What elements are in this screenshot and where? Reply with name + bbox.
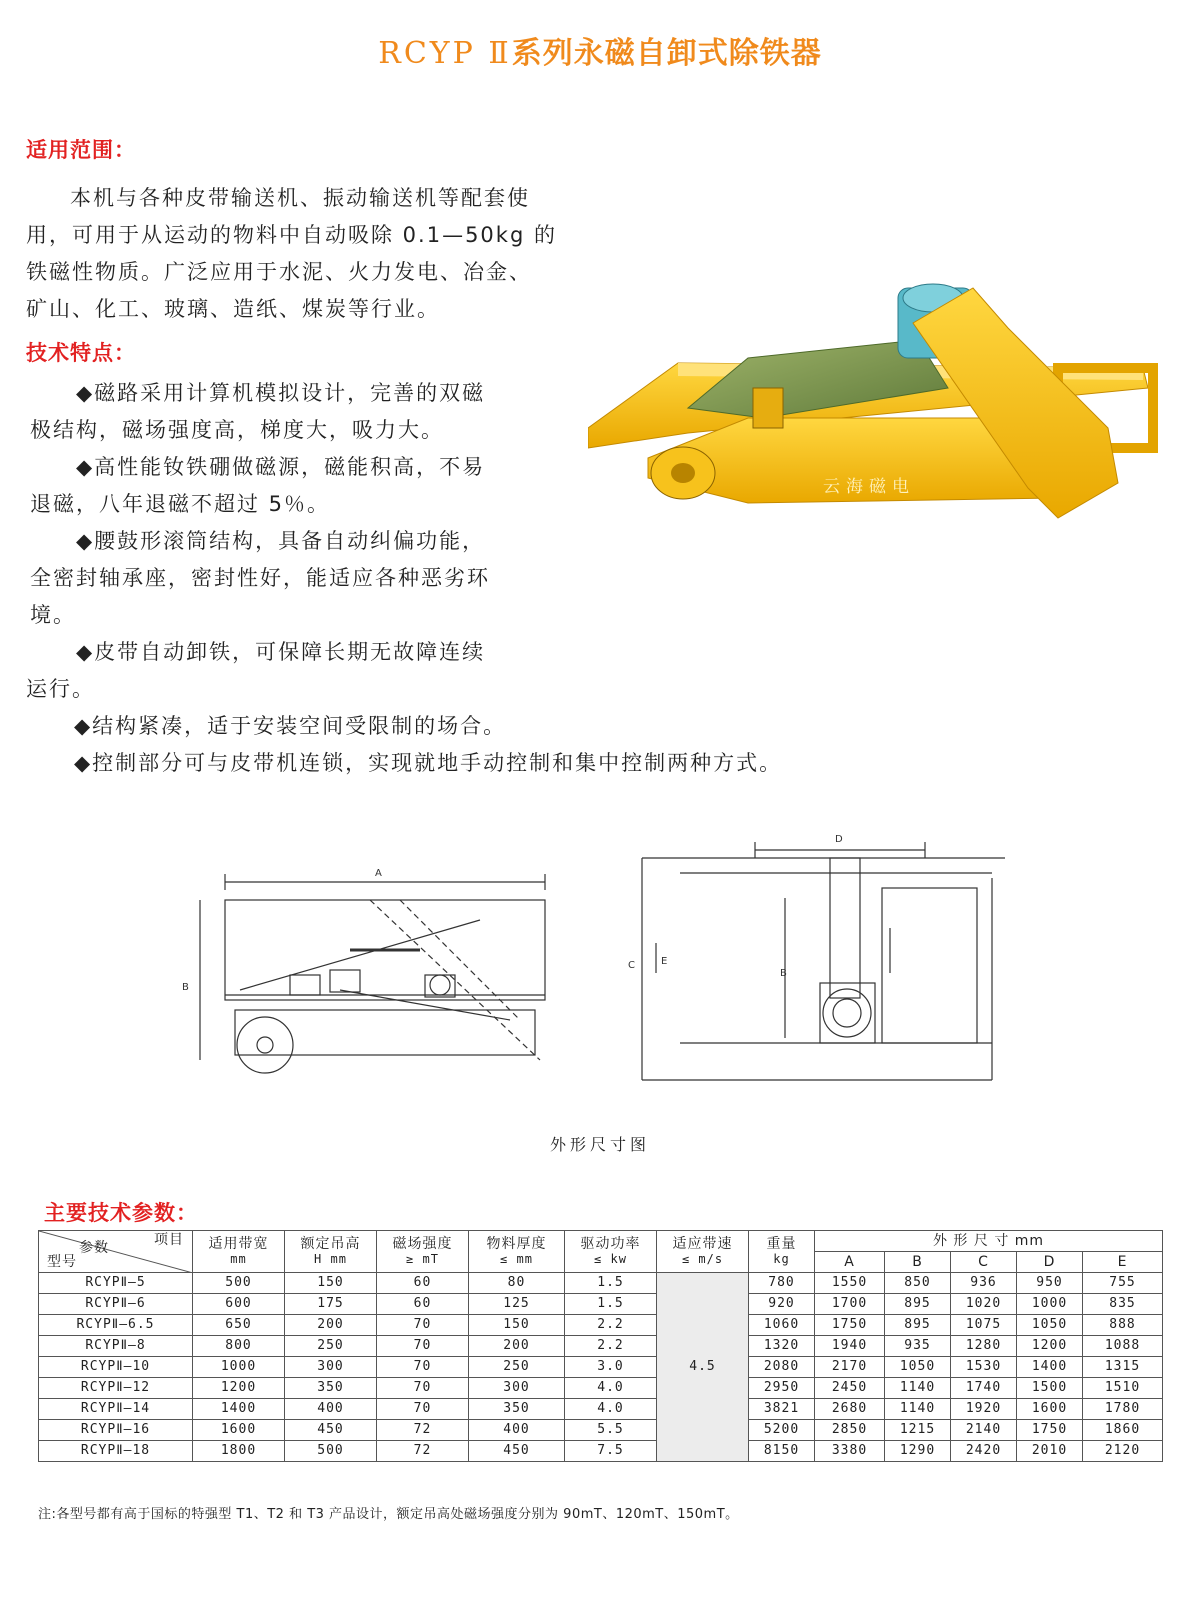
table-cell: 780 xyxy=(749,1273,815,1294)
table-cell: 895 xyxy=(885,1315,951,1336)
table-cell: RCYPⅡ—5 xyxy=(39,1273,193,1294)
feature-line: 退磁，八年退磁不超过 5％。 xyxy=(30,492,331,516)
table-cell: 600 xyxy=(193,1294,285,1315)
column-header xyxy=(377,1231,469,1273)
table-cell: 1075 xyxy=(951,1315,1017,1336)
table-cell: RCYPⅡ—6 xyxy=(39,1294,193,1315)
specs-table-body xyxy=(39,1273,1163,1462)
table-cell: 650 xyxy=(193,1315,285,1336)
column-header xyxy=(193,1231,285,1273)
dim-label-a: A xyxy=(375,868,382,879)
table-cell: 1530 xyxy=(951,1357,1017,1378)
table-cell: 450 xyxy=(469,1441,565,1462)
table-cell: 500 xyxy=(193,1273,285,1294)
table-cell: 755 xyxy=(1083,1273,1163,1294)
table-cell: 350 xyxy=(285,1378,377,1399)
feature-line: 全密封轴承座，密封性好，能适应各种恶劣环 xyxy=(30,566,490,590)
table-cell: 5200 xyxy=(749,1420,815,1441)
table-row xyxy=(39,1273,1163,1294)
page-title xyxy=(0,28,1200,72)
scope-line: 用，可用于从运动的物料中自动吸除 0.1—50kg 的 xyxy=(26,223,557,247)
table-cell: 1860 xyxy=(1083,1420,1163,1441)
table-cell: 2170 xyxy=(815,1357,885,1378)
table-cell: 2.2 xyxy=(565,1336,657,1357)
table-cell: 250 xyxy=(469,1357,565,1378)
table-cell: 72 xyxy=(377,1441,469,1462)
table-cell: 300 xyxy=(469,1378,565,1399)
table-cell: 1020 xyxy=(951,1294,1017,1315)
table-cell: 60 xyxy=(377,1294,469,1315)
table-cell: 1320 xyxy=(749,1336,815,1357)
dim-label-e: E xyxy=(661,956,668,967)
end-view-drawing xyxy=(620,828,1010,1086)
column-header xyxy=(469,1231,565,1273)
column-header xyxy=(285,1231,377,1273)
dim-label-b-end: B xyxy=(780,968,787,979)
table-row xyxy=(39,1399,1163,1420)
table-cell: 3821 xyxy=(749,1399,815,1420)
table-cell: 450 xyxy=(285,1420,377,1441)
table-cell: 1.5 xyxy=(565,1294,657,1315)
table-cell: 1140 xyxy=(885,1399,951,1420)
dim-label-d: D xyxy=(835,834,843,845)
table-cell: RCYPⅡ—14 xyxy=(39,1399,193,1420)
dim-label-c: C xyxy=(628,960,635,971)
column-unit: ≥ mT xyxy=(406,1251,439,1266)
column-unit: mm xyxy=(230,1251,247,1266)
feature-line: 极结构，磁场强度高，梯度大，吸力大。 xyxy=(30,418,444,442)
dim-header-e: E xyxy=(1083,1252,1163,1273)
table-cell: 7.5 xyxy=(565,1441,657,1462)
table-cell: 70 xyxy=(377,1378,469,1399)
table-cell: 1510 xyxy=(1083,1378,1163,1399)
feature-line: ◆控制部分可与皮带机连锁，实现就地手动控制和集中控制两种方式。 xyxy=(74,751,783,775)
dim-header-b: B xyxy=(885,1252,951,1273)
brand-text: 云海磁电 xyxy=(823,477,915,497)
table-cell: 1000 xyxy=(1017,1294,1083,1315)
feature-line: 运行。 xyxy=(26,677,95,701)
column-unit: ≤ mm xyxy=(500,1251,533,1266)
title-prefix: RCYP Ⅱ xyxy=(378,36,512,71)
table-row xyxy=(39,1294,1163,1315)
table-cell: 1940 xyxy=(815,1336,885,1357)
column-label: 重量 xyxy=(766,1235,797,1252)
table-cell: 2080 xyxy=(749,1357,815,1378)
table-cell: 150 xyxy=(285,1273,377,1294)
feature-line: ◆结构紧凑，适于安装空间受限制的场合。 xyxy=(74,714,507,738)
table-cell: 60 xyxy=(377,1273,469,1294)
column-unit: ≤ m/s xyxy=(681,1251,724,1266)
table-cell: 835 xyxy=(1083,1294,1163,1315)
table-cell: 80 xyxy=(469,1273,565,1294)
table-cell: 2.2 xyxy=(565,1315,657,1336)
table-cell: 2680 xyxy=(815,1399,885,1420)
speed-cell: 4.5 xyxy=(657,1273,749,1462)
dim-header-c: C xyxy=(951,1252,1017,1273)
table-cell: 935 xyxy=(885,1336,951,1357)
scope-line: 铁磁性物质。广泛应用于水泥、火力发电、冶金、 xyxy=(26,260,532,284)
column-unit: kg xyxy=(773,1251,790,1266)
table-cell: 500 xyxy=(285,1441,377,1462)
table-cell: 300 xyxy=(285,1357,377,1378)
table-cell: 70 xyxy=(377,1357,469,1378)
table-cell: RCYPⅡ—18 xyxy=(39,1441,193,1462)
table-cell: 895 xyxy=(885,1294,951,1315)
side-view-drawing xyxy=(180,860,560,1080)
scope-heading: 适用范围： xyxy=(26,138,136,162)
table-cell: 350 xyxy=(469,1399,565,1420)
column-label: 驱动功率 xyxy=(580,1235,641,1252)
table-cell: 950 xyxy=(1017,1273,1083,1294)
table-cell: 1750 xyxy=(815,1315,885,1336)
feature-line: ◆皮带自动卸铁，可保障长期无故障连续 xyxy=(76,640,486,664)
feature-line: ◆高性能钕铁硼做磁源，磁能积高，不易 xyxy=(76,455,486,479)
table-cell: 888 xyxy=(1083,1315,1163,1336)
table-cell: 1200 xyxy=(1017,1336,1083,1357)
table-cell: 72 xyxy=(377,1420,469,1441)
table-cell: RCYPⅡ—12 xyxy=(39,1378,193,1399)
table-cell: 1315 xyxy=(1083,1357,1163,1378)
table-cell: 400 xyxy=(285,1399,377,1420)
table-cell: 400 xyxy=(469,1420,565,1441)
table-row xyxy=(39,1441,1163,1462)
table-cell: 4.0 xyxy=(565,1399,657,1420)
table-cell: 1700 xyxy=(815,1294,885,1315)
table-cell: 5.5 xyxy=(565,1420,657,1441)
table-row xyxy=(39,1357,1163,1378)
table-cell: RCYPⅡ—8 xyxy=(39,1336,193,1357)
table-cell: 1088 xyxy=(1083,1336,1163,1357)
table-cell: 1200 xyxy=(193,1378,285,1399)
table-cell: 2120 xyxy=(1083,1441,1163,1462)
feature-line: ◆磁路采用计算机模拟设计，完善的双磁 xyxy=(76,381,486,405)
feature-line: 境。 xyxy=(30,603,76,627)
table-cell: 1550 xyxy=(815,1273,885,1294)
specs-table xyxy=(38,1230,1163,1462)
table-cell: 1740 xyxy=(951,1378,1017,1399)
table-cell: 125 xyxy=(469,1294,565,1315)
table-cell: 4.0 xyxy=(565,1378,657,1399)
table-cell: 1050 xyxy=(1017,1315,1083,1336)
column-label: 适用带宽 xyxy=(208,1235,269,1252)
corner-param: 参数 xyxy=(79,1240,109,1256)
table-cell: 850 xyxy=(885,1273,951,1294)
table-cell: 1.5 xyxy=(565,1273,657,1294)
table-cell: 1280 xyxy=(951,1336,1017,1357)
table-cell: 1600 xyxy=(193,1420,285,1441)
table-cell: 250 xyxy=(285,1336,377,1357)
table-cell: 1215 xyxy=(885,1420,951,1441)
table-cell: 1400 xyxy=(1017,1357,1083,1378)
dims-header: 外 形 尺 寸 mm xyxy=(815,1231,1163,1252)
corner-item: 项目 xyxy=(154,1232,184,1248)
features-heading: 技术特点： xyxy=(26,341,136,365)
table-cell: 1920 xyxy=(951,1399,1017,1420)
dim-header-a: A xyxy=(815,1252,885,1273)
table-cell: 1060 xyxy=(749,1315,815,1336)
column-header xyxy=(749,1231,815,1273)
column-unit: ≤ kw xyxy=(594,1251,627,1266)
table-cell: 200 xyxy=(469,1336,565,1357)
column-label: 物料厚度 xyxy=(486,1235,547,1252)
column-header xyxy=(565,1231,657,1273)
table-cell: 1780 xyxy=(1083,1399,1163,1420)
table-cell: 70 xyxy=(377,1315,469,1336)
table-cell: 3380 xyxy=(815,1441,885,1462)
scope-line: 本机与各种皮带输送机、振动输送机等配套使 xyxy=(70,186,530,210)
table-cell: 1500 xyxy=(1017,1378,1083,1399)
table-cell: 70 xyxy=(377,1399,469,1420)
scope-line: 矿山、化工、玻璃、造纸、煤炭等行业。 xyxy=(26,297,440,321)
column-header xyxy=(657,1231,749,1273)
title-main: 系列永磁自卸式除铁器 xyxy=(511,36,822,71)
table-cell: 1290 xyxy=(885,1441,951,1462)
table-cell: 800 xyxy=(193,1336,285,1357)
table-cell: 175 xyxy=(285,1294,377,1315)
table-cell: 3.0 xyxy=(565,1357,657,1378)
table-cell: 1800 xyxy=(193,1441,285,1462)
column-label: 额定吊高 xyxy=(300,1235,361,1252)
corner-model: 型号 xyxy=(47,1254,77,1270)
table-cell: 200 xyxy=(285,1315,377,1336)
table-cell: 1050 xyxy=(885,1357,951,1378)
table-cell: RCYPⅡ—10 xyxy=(39,1357,193,1378)
specs-heading: 主要技术参数： xyxy=(44,1201,198,1225)
table-cell: 2850 xyxy=(815,1420,885,1441)
column-label: 磁场强度 xyxy=(392,1235,453,1252)
table-cell: 1600 xyxy=(1017,1399,1083,1420)
table-cell: 8150 xyxy=(749,1441,815,1462)
dim-header-d: D xyxy=(1017,1252,1083,1273)
scope-text xyxy=(26,180,586,328)
feature-line: ◆腰鼓形滚筒结构，具备自动纠偏功能， xyxy=(76,529,486,553)
table-cell: 920 xyxy=(749,1294,815,1315)
table-cell: 2950 xyxy=(749,1378,815,1399)
table-cell: 2420 xyxy=(951,1441,1017,1462)
table-cell: RCYPⅡ—16 xyxy=(39,1420,193,1441)
corner-header-cell xyxy=(39,1231,193,1273)
table-cell: 936 xyxy=(951,1273,1017,1294)
table-row xyxy=(39,1315,1163,1336)
table-row xyxy=(39,1420,1163,1441)
table-cell: 2450 xyxy=(815,1378,885,1399)
table-cell: RCYPⅡ—6.5 xyxy=(39,1315,193,1336)
column-label: 适应带速 xyxy=(672,1235,733,1252)
table-cell: 1000 xyxy=(193,1357,285,1378)
table-row xyxy=(39,1378,1163,1399)
table-cell: 2140 xyxy=(951,1420,1017,1441)
footnote: 注:各型号都有高于国标的特强型 T1、T2 和 T3 产品设计，额定吊高处磁场强度分别为 90mT、120mT、150mT。 xyxy=(38,1507,739,1522)
drawing-caption: 外形尺寸图 xyxy=(549,1135,650,1154)
product-photo xyxy=(588,268,1168,538)
table-cell: 1750 xyxy=(1017,1420,1083,1441)
table-cell: 150 xyxy=(469,1315,565,1336)
table-cell: 1400 xyxy=(193,1399,285,1420)
dim-label-b: B xyxy=(182,982,189,993)
table-row xyxy=(39,1336,1163,1357)
column-unit: H mm xyxy=(314,1251,347,1266)
table-cell: 70 xyxy=(377,1336,469,1357)
table-cell: 1140 xyxy=(885,1378,951,1399)
table-cell: 2010 xyxy=(1017,1441,1083,1462)
